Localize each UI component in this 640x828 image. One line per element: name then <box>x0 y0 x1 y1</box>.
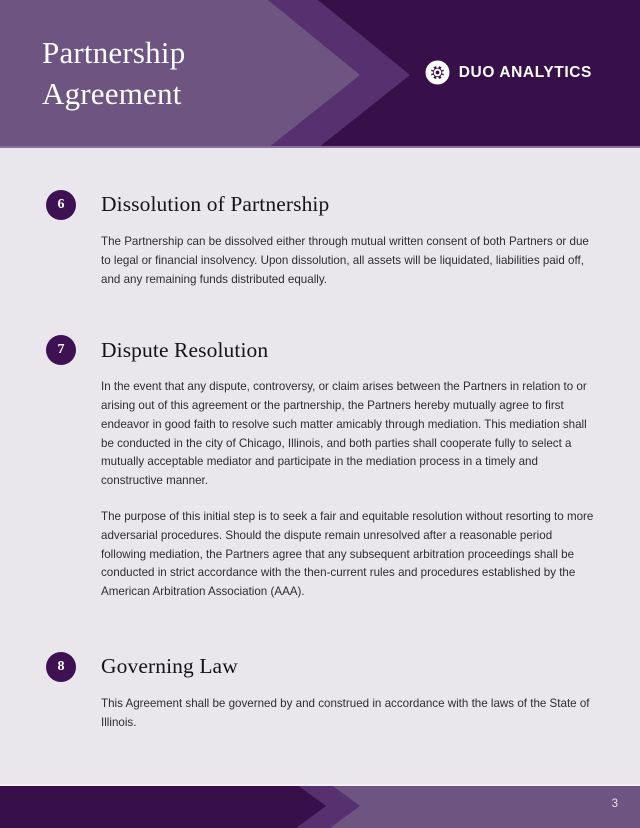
paragraph: In the event that any dispute, controversy, or claim arises between the Partners in relation to or arising out of this agreement or the partnership, the Partners hereby mutually agree to first endeavor in good faith to resolve such matter amicably through mediation. This mediation shall be conducted in the city of Chicago, Illinois, and both parties shall cooperate fully to select a mutually acceptable mediator and participate in the mediation process in a timely and constructive manner. <box>101 380 587 488</box>
section-title: Dispute Resolution <box>101 337 269 362</box>
document-body <box>0 148 640 784</box>
paragraph: The Partnership can be dissolved either through mutual written consent of both Partners or due to legal or financial insolvency. Upon dissolution, all assets will be liquidated, liabilities paid off, and any remaining funds distributed equally. <box>101 235 589 286</box>
section-governing-law <box>0 602 640 733</box>
page-title-line-1: Partnership <box>42 35 186 70</box>
section-content <box>46 233 594 289</box>
section-content <box>46 378 594 602</box>
section-number-badge: 6 <box>46 190 76 220</box>
header-divider <box>0 146 640 148</box>
brand-logo <box>425 60 592 85</box>
section-title: Dissolution of Partnership <box>101 192 330 217</box>
section-header <box>46 190 594 220</box>
document-header <box>0 0 640 148</box>
paragraph: This Agreement shall be governed by and construed in accordance with the laws of the State of Illinois. <box>101 696 590 729</box>
page-title-line-2: Agreement <box>42 75 182 111</box>
page-title <box>42 33 185 115</box>
document-footer <box>0 784 640 828</box>
brand-name: DUO ANALYTICS <box>458 63 592 81</box>
section-number-badge: 7 <box>46 335 76 365</box>
footer-divider <box>0 784 640 786</box>
section-dissolution-of-partnership <box>0 148 640 289</box>
section-dispute-resolution <box>0 289 640 602</box>
page-number: 3 <box>611 798 618 810</box>
section-content <box>46 695 594 733</box>
section-title: Governing Law <box>101 654 238 679</box>
section-header <box>46 335 594 365</box>
paragraph: The purpose of this initial step is to seek a fair and equitable resolution without resorting to more adversarial procedures. Should the dispute remain unresolved after a reasonable period following mediation, the Partners agree that any subsequent arbitration proceedings shall be conducted in strict accordance with the then-current rules and procedures established by the American Arbitration Association (AAA). <box>101 510 594 599</box>
section-number-badge: 8 <box>46 652 76 682</box>
section-header <box>46 652 594 682</box>
gear-icon <box>425 60 450 85</box>
